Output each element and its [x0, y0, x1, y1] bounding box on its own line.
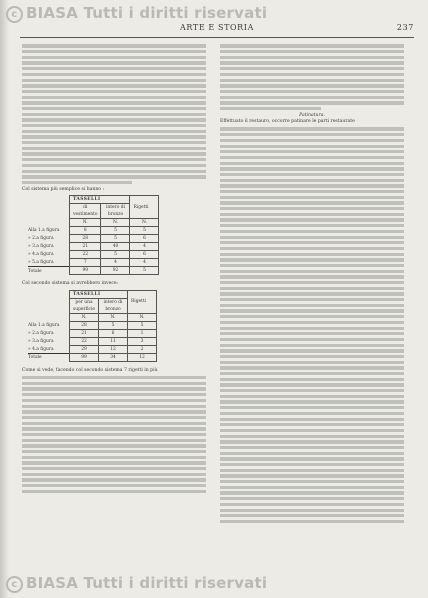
table2-unit: N.: [99, 313, 128, 321]
table-row: » 3.a figura 21 40 4: [28, 243, 159, 251]
second-sentence: Col secondo sistema si avrebbero invece:: [22, 281, 119, 287]
table2-col1-header: per una superficie: [70, 298, 99, 313]
body-text-lines: [220, 127, 404, 523]
table-total-row: Totale 99 34 12: [28, 353, 157, 361]
table1-group-header: TASSELLI: [70, 196, 130, 204]
copyright-icon: c: [6, 6, 23, 23]
intro-sentence: Col sistema più semplice si hanno :: [22, 186, 105, 192]
running-header: [20, 23, 414, 38]
table1-unit: N.: [101, 219, 130, 227]
table2-rigetti-header: Rigetti: [128, 290, 157, 313]
table-row: » 2.a figura 21 6 1: [28, 329, 157, 337]
closing-fragment: Come si vede, facendo col secondo sistema 7 rigetti in più: [22, 367, 158, 373]
table2-unit: N.: [128, 313, 157, 321]
tasselli-table-1: [28, 195, 159, 275]
table2-unit: N.: [70, 313, 99, 321]
watermark-top: [6, 4, 267, 23]
watermark-text: BIASA Tutti i diritti riservati: [26, 4, 268, 22]
table1-unit: N.: [130, 219, 159, 227]
table1-col1-header: di vestimento: [70, 204, 101, 219]
page-fold-shadow: [0, 0, 9, 598]
table-row: » 5.a figura 7 4 4: [28, 259, 159, 267]
body-text-lines: [22, 44, 206, 184]
watermark-text: BIASA Tutti i diritti riservati: [26, 574, 268, 592]
table2-group-header: TASSELLI: [70, 290, 128, 298]
tasselli-table-2: [28, 290, 157, 362]
opening-fragment: Effettuato il restauro, occorre patinare le parti restaurate: [220, 119, 355, 125]
table1-unit: N.: [70, 219, 101, 227]
table2-col2-header: intero di bronzo: [99, 298, 128, 313]
watermark-bottom: [6, 574, 267, 593]
table-row: » 2.a figura 28 5 6: [28, 235, 159, 243]
table-total-row: Totale 99 92 5: [28, 267, 159, 275]
copyright-icon: c: [6, 576, 23, 593]
table-row: Alla 1.a figura 28 5 5: [28, 321, 157, 329]
page-number: 237: [396, 23, 414, 32]
left-column: [22, 42, 206, 496]
table1-col2-header: intero di bronzo: [101, 204, 130, 219]
body-text-lines: [220, 44, 404, 110]
table-row: » 3.a figura 22 11 3: [28, 337, 157, 345]
body-text-lines: [22, 376, 206, 493]
table-row: Alla 1.a figura 8 5 5: [28, 227, 159, 235]
table1-rigetti-header: Rigetti: [130, 196, 159, 219]
header-title: ARTE E STORIA: [180, 23, 254, 32]
table-row: » 4.a figura 29 12 2: [28, 345, 157, 353]
table-row: » 4.a figura 22 5 6: [28, 251, 159, 259]
section-title: Patinatura.: [299, 112, 325, 118]
right-column: [220, 42, 404, 526]
